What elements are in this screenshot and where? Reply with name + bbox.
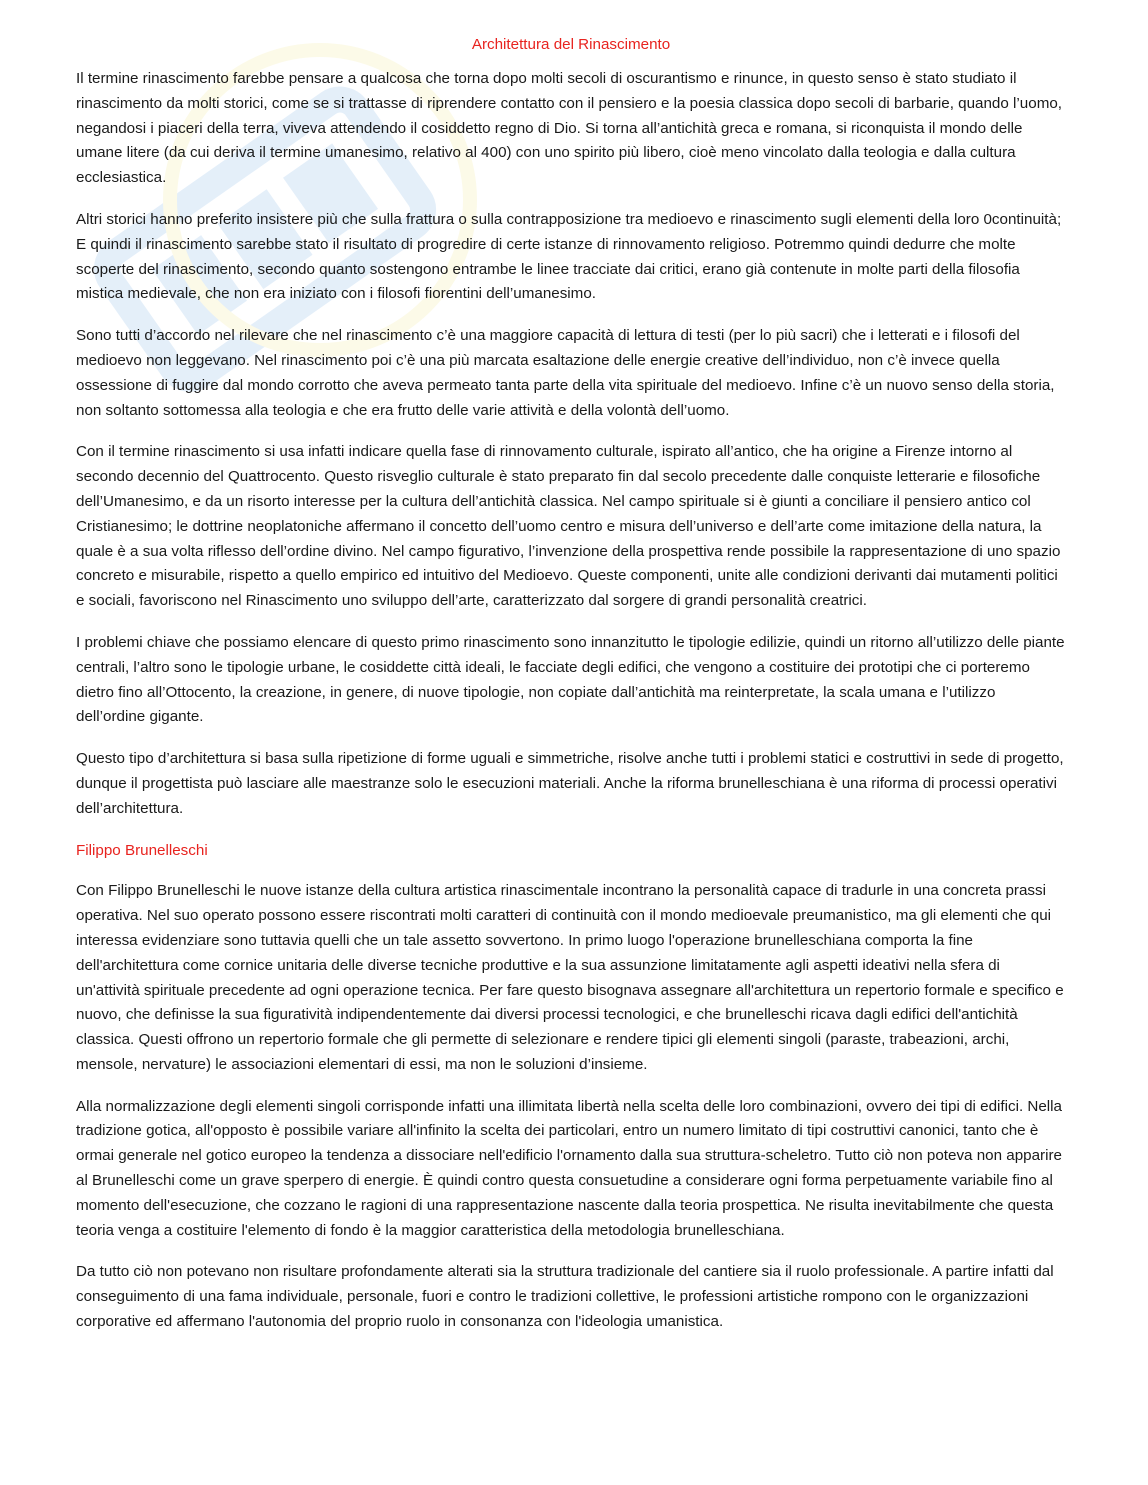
document-title: Architettura del Rinascimento [471,36,671,53]
section-heading: Filippo Brunelleschi [76,841,208,859]
paragraph: Il termine rinascimento farebbe pensare a qualcosa che torna dopo molti secoli di oscurantismo e rinunce, in questo senso è stato studiato il rinascimento da molti storici, come se si trattasse di riprendere contatto con il pensiero e la poesia classica dopo secoli di barbarie, quando l’uomo, negandosi i piaceri della terra, viveva attendendo il cosiddetto regno di Dio. Si torna all’antichità greca e romana, si riconquista il mondo delle umane litere (da cui deriva il termine umanesimo, relativo al 400) con uno spirito più libero, cioè meno vincolato dalla teologia e dalla cultura ecclesiastica. [76,70,1063,187]
paragraph: I problemi chiave che possiamo elencare di questo primo rinascimento sono innanzitutto le tipologie edilizie, quindi un ritorno all’utilizzo delle piante centrali, l’altro sono le tipologie urbane, le cosiddette città ideali, le facciate degli edifici, che vengono a costituire dei prototipi che ci porteremo dietro fino all’Ottocento, la creazione, in genere, di nuove tipologie, non copiate dall’antichità ma reinterpretate, la scala umana e l’utilizzo dell’ordine gigante. [76,633,1065,726]
paragraph: Sono tutti d’accordo nel rilevare che nel rinascimento c’è una maggiore capacità di lettura di testi (per lo più sacri) che i letterati e i filosofi del medioevo non leggevano. Nel rinascimento poi c’è una più marcata esaltazione delle energie creative dell’individuo, non c’è invece quella ossessione di fuggire dal mondo corrotto che aveva permeato tanta parte della vita spirituale del medioevo. Infine c’è un nuovo senso della storia, non soltanto sottomessa alla teologia e che era frutto delle varie attività e della volontà dell’uomo. [76,327,1055,419]
paragraph: Con Filippo Brunelleschi le nuove istanze della cultura artistica rinascimentale incontrano la personalità capace di tradurle in una concreta prassi operativa. Nel suo operato possono essere riscontrati molti caratteri di continuità con il mondo medioevale preumanistico, ma gli elementi che qui interessa evidenziare sono tuttavia quelli che un tale assetto sovvertono. In primo luogo l'operazione brunelleschiana comporta la fine dell'architettura come cornice unitaria delle diverse tecniche produttive e la sua assunzione limitatamente agli aspetti ideativi nella sfera di un'attività spirituale precedente ad ogni operazione tecnica. Per fare questo bisognava assegnare all'architettura un repertorio formale e specifico e nuovo, che definisse la sua figuratività indipendentemente dai diversi processi tecnologici, e che brunelleschi ricava dagli edifici dell'antichità classica. Questi offrono un repertorio formale che gli permette di selezionare e rendere tipici gli elementi singoli (paraste, trabeazioni, archi, mensole, nervature) le associazioni elementari di essi, ma non le soluzioni d’insieme. [76,882,1064,1073]
document-body [76,33,1066,1352]
paragraph: Questo tipo d’architettura si basa sulla ripetizione di forme uguali e simmetriche, risolve anche tutti i problemi statici e costruttivi in sede di progetto, dunque il progettista può lasciare alle maestranze solo le esecuzioni materiali. Anche la riforma brunelleschiana è una riforma di processi operativi dell’architettura. [76,750,1064,817]
paragraph: Altri storici hanno preferito insistere più che sulla frattura o sulla contrapposizione tra medioevo e rinascimento sugli elementi della loro 0continuità; E quindi il rinascimento sarebbe stato il risultato di progredire di certe istanze di rinnovamento religioso. Potremmo quindi dedurre che molte scoperte del rinascimento, secondo quanto sostengono entrambe le linee tracciate dai critici, erano già contenute in molte parti della filosofia mistica medievale, che non era iniziato con i filosofi fiorentini dell’umanesimo. [76,210,1062,303]
paragraph: Alla normalizzazione degli elementi singoli corrisponde infatti una illimitata libertà nella scelta delle loro combinazioni, ovvero dei tipi di edifici. Nella tradizione gotica, all'opposto è possibile variare all'infinito la scelta dei particolari, entro un numero limitato di tipi costruttivi canonici, tanto che è ormai generale nel gotico europeo la tendenza a dissociare nell'edificio l'ornamento dalla sua struttura-scheletro. Tutto ciò non poteva non apparire al Brunelleschi come un grave sperpero di energie. È quindi contro questa consuetudine a considerare ogni forma perpetuamente variabile fino al momento dell'esecuzione, che cozzano le ragioni di una rappresentazione nascente dalla teoria prospettica. Ne risulta inevitabilmente che questa teoria venga a costituire l'elemento di fondo è la maggior caratteristica della metodologia brunelleschiana. [76,1097,1063,1239]
paragraph: Con il termine rinascimento si usa infatti indicare quella fase di rinnovamento culturale, ispirato all’antico, che ha origine a Firenze intorno al secondo decennio del Quattrocento. Questo risveglio culturale è stato preparato fin dal secolo precedente dalle conquiste letterarie e filosofiche dell’Umanesimo, e da un risorto interesse per la cultura dell’antichità classica. Nel campo spirituale si è giunti a conciliare il pensiero antico col Cristianesimo; le dottrine neoplatoniche affermano il concetto dell’uomo centro e misura dell’universo e dell’arte come imitazione della natura, la quale è a sua volta riflesso dell’ordine divino. Nel campo figurativo, l’invenzione della prospettiva rende possibile la rappresentazione di uno spazio concreto e misurabile, rispetto a quello empirico ed intuitivo del Medioevo. Queste componenti, unite alle condizioni derivanti dai mutamenti politici e sociali, favoriscono nel Rinascimento uno sviluppo dell’arte, caratterizzato dal sorgere di grandi personalità creatrici. [76,443,1061,610]
paragraph: Da tutto ciò non potevano non risultare profondamente alterati sia la struttura tradizionale del cantiere sia il ruolo professionale. A partire infatti dal conseguimento di una fama individuale, personale, fuori e contro le tradizioni collettive, le professioni artistiche rompono con le organizzazioni corporative ed affermano l'autonomia del proprio ruolo in consonanza con l'ideologia umanistica. [76,1263,1054,1331]
